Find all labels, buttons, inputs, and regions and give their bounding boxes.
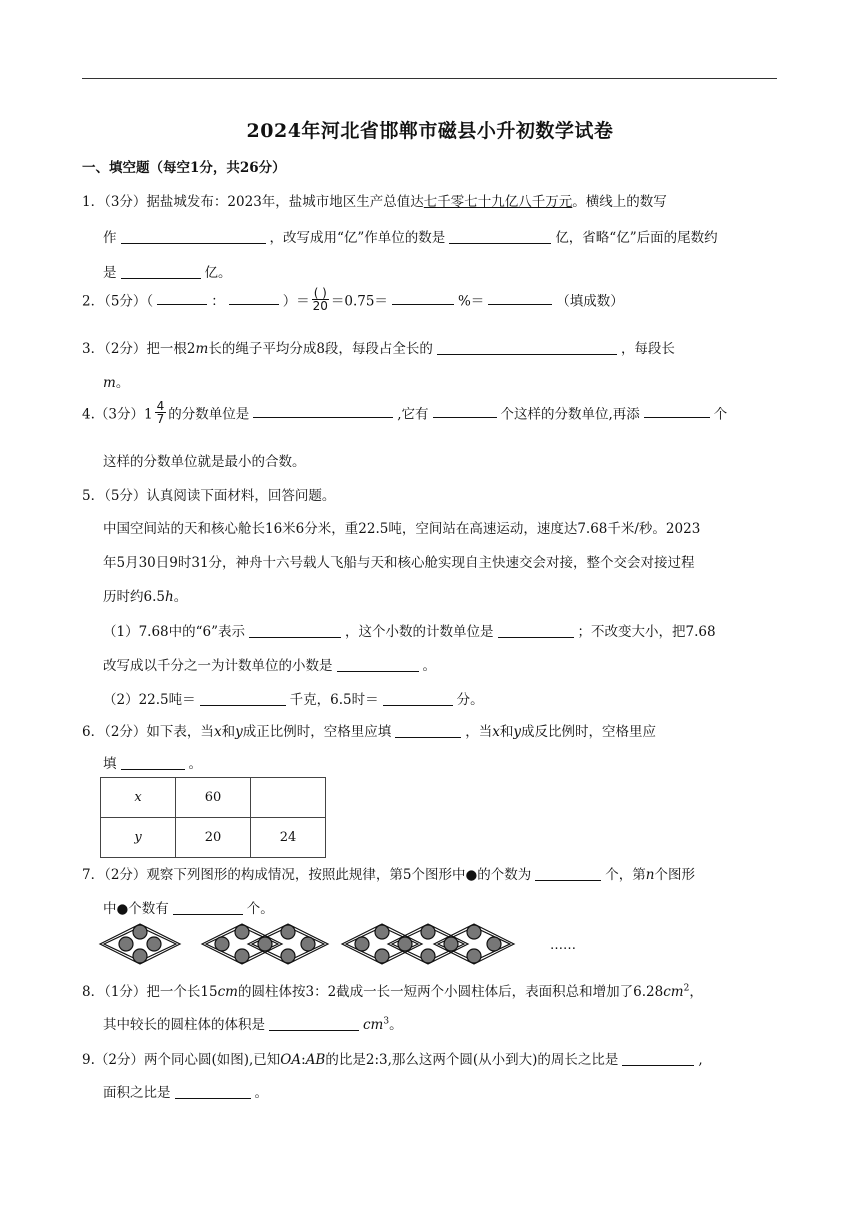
fraction: $\frac{( )}{20}$ [312,286,328,313]
table-cell: x [101,778,176,818]
q5-heading: 5．（5分）认真阅读下面材料，回答问题。 [82,488,336,504]
answer-blank[interactable] [121,755,185,770]
fraction: $\frac{4}{7}$ [156,399,165,426]
q9-line1: 9.（2分）两个同心圆(如图),已知OA:AB的比是2:3,那么这两个圆(从小到大)的周长之比是 , [82,1052,703,1068]
table-row [101,818,326,858]
answer-blank[interactable] [392,290,454,305]
answer-blank[interactable] [253,403,393,418]
answer-blank[interactable] [488,290,552,305]
q5-para1: 中国空间站的天和核心舱长16米6分米，重22.5吨，空间站在高速运动，速度达7.68千米/秒。2023 [103,521,701,537]
answer-blank[interactable] [437,340,617,355]
q3-line1: 3．（2分）把一根2m长的绳子平均分成8段，每段占全长的 ，每段长 [82,341,675,357]
section-heading: 一、填空题（每空1分，共26分） [82,160,286,176]
answer-blank[interactable] [121,264,201,279]
q6-line1: 6．（2分）如下表，当x和y成正比例时，空格里应填 ，当x和y成反比例时，空格里应 [82,724,656,740]
header-rule [82,78,777,79]
answer-blank[interactable] [383,691,453,706]
answer-blank[interactable] [498,623,574,638]
q7-line2: 中●个数有 个。 [103,901,274,917]
q4-line2: 这样的分数单位就是最小的合数。 [103,454,306,470]
answer-blank[interactable] [121,229,266,244]
q4-line1: 4.（3分）1 $\frac{4}{7}$ 的分数单位是 ,它有 个这样的分数单位,再添 个 [82,399,728,426]
answer-blank[interactable] [449,229,551,244]
q7-line1: 7．（2分）观察下列图形的构成情况，按照此规律，第5个图形中●的个数为 个，第n个图形 [82,867,695,883]
q5-sub2: （2）22.5吨＝ 千克，6.5时＝ 分。 [103,692,484,708]
pattern-figure-1 [100,924,180,964]
answer-blank[interactable] [622,1051,694,1066]
q6-line2: 填 。 [103,756,202,772]
table-cell: 20 [176,818,251,858]
q1-line3: 是 亿。 [103,265,232,281]
answer-blank[interactable] [269,1016,359,1031]
answer-blank[interactable] [200,691,286,706]
answer-blank[interactable] [229,290,279,305]
q8-line1: 8．（1分）把一个长15cm的圆柱体按3：2截成一长一短两个小圆柱体后，表面积总和增加了$6.28cm^2$， [82,983,703,1000]
answer-blank[interactable] [175,1084,251,1099]
q2-line: 2．（5分）（ ： ）＝ $\frac{( )}{20}$ ＝0.75＝ %＝ （填成数） [82,286,624,313]
continuation-dots: …… [550,938,576,953]
answer-blank[interactable] [644,403,710,418]
answer-blank[interactable] [337,657,419,672]
answer-blank[interactable] [433,403,497,418]
page-title: 2024年河北省邯郸市磁县小升初数学试卷 [246,120,614,142]
q5-sub1-line1: （1）7.68中的“6”表示 ，这个小数的计数单位是 ；不改变大小，把7.68 [103,624,716,640]
answer-blank[interactable] [157,290,207,305]
pattern-figure [98,920,598,970]
xy-table [100,777,326,858]
table-cell: y [101,818,176,858]
q3-line2: m。 [103,375,130,391]
answer-blank[interactable] [395,723,461,738]
pattern-figure-2 [202,924,328,964]
table-cell[interactable] [251,778,326,818]
table-cell: 24 [251,818,326,858]
q5-sub1-line2: 改写成以千分之一为计数单位的小数是 。 [103,658,436,674]
pattern-figure-3 [342,924,514,964]
answer-blank[interactable] [535,866,601,881]
q5-para3: 历时约6.5h。 [103,589,188,605]
q1-line1: 1．（3分）据盐城发布：2023年，盐城市地区生产总值达七千零七十九亿八千万元。横线上的数写 [82,194,667,210]
q5-para2: 年5月30日9时31分，神舟十六号载人飞船与天和核心舱实现自主快速交会对接，整个交会对接过程 [103,555,695,571]
q8-line2: 其中较长的圆柱体的体积是 $cm^3$。 [103,1016,403,1033]
q9-line2: 面积之比是 。 [103,1085,268,1101]
table-cell: 60 [176,778,251,818]
answer-blank[interactable] [173,900,243,915]
table-row [101,778,326,818]
q1-line2: 作 ，改写成用“亿”作单位的数是 亿，省略“亿”后面的尾数约 [103,230,718,246]
answer-blank[interactable] [249,623,341,638]
